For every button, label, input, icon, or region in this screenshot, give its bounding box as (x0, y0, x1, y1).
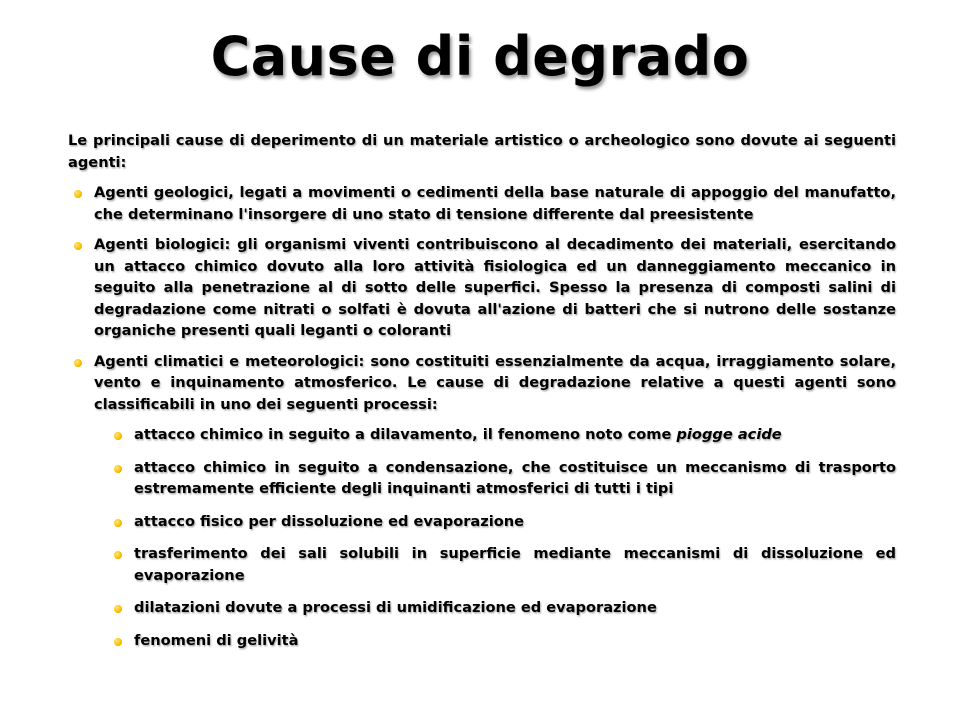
sub-item-text: trasferimento dei sali solubili in superficie mediante meccanismi di dissoluzione ed evaporazione (134, 545, 896, 584)
list-item-geologici (68, 182, 896, 225)
sub-item-gelivita (114, 630, 896, 652)
bullet-icon (74, 242, 82, 250)
sub-item-text: fenomeni di gelività (134, 631, 299, 649)
list-item-climatici (68, 351, 896, 416)
intro-paragraph: Le principali cause di deperimento di un materiale artistico o archeologico sono dovute ai seguenti agenti: (68, 132, 896, 171)
piogge-acide-term: piogge acide (676, 426, 782, 443)
sub-item-text: attacco chimico in seguito a condensazione, che costituisce un meccanismo di trasporto estremamente efficiente degli inquinanti atmosferici di tutti i tipi (134, 458, 896, 497)
slide-content (68, 130, 896, 662)
slide-title: Cause di degrado (210, 25, 750, 88)
sub-item-dilavamento (114, 424, 896, 446)
sub-item-condensazione (114, 457, 896, 500)
sub-item-dilatazioni (114, 597, 896, 619)
bullet-icon (114, 432, 122, 440)
sub-item-sali-solubili (114, 543, 896, 586)
list-item-biologici (68, 234, 896, 342)
sub-item-text (134, 424, 896, 446)
bullet-icon (114, 605, 122, 613)
bullet-icon (114, 638, 122, 646)
bullet-icon (114, 519, 122, 527)
sub-item-prefix: attacco chimico in seguito a dilavamento, il fenomeno noto come (134, 426, 677, 443)
list-item-text: Agenti climatici e meteorologici: sono costituiti essenzialmente da acqua, irraggiamento solare, vento e inquinamento atmosferico. Le cause di degradazione relative a questi agenti sono classificabili in uno dei seguenti processi: (94, 352, 896, 413)
list-item-text: Agenti geologici, legati a movimenti o cedimenti della base naturale di appoggio del manufatto, che determinano l'insorgere di uno stato di tensione differente dal preesistente (94, 184, 896, 223)
sub-item-text: attacco fisico per dissoluzione ed evaporazione (134, 512, 525, 530)
bullet-icon (114, 465, 122, 473)
sub-item-dissoluzione (114, 511, 896, 533)
bullet-icon (74, 359, 82, 367)
sub-item-text: dilatazioni dovute a processi di umidificazione ed evaporazione (134, 599, 657, 616)
bullet-icon (74, 190, 82, 198)
bullet-icon (114, 551, 122, 559)
list-item-text: Agenti biologici: gli organismi viventi contribuiscono al decadimento dei materiali, esercitando un attacco chimico dovuto alla loro attività fisiologica ed un danneggiamento meccanico in seguito alla penetrazione al di sotto delle superfici. Spesso la presenza di composti salini di degradazione come nitrati o solfati è dovuta all'azione di batteri che si nutrono delle sostanze organiche presenti quali leganti o coloranti (94, 236, 896, 339)
